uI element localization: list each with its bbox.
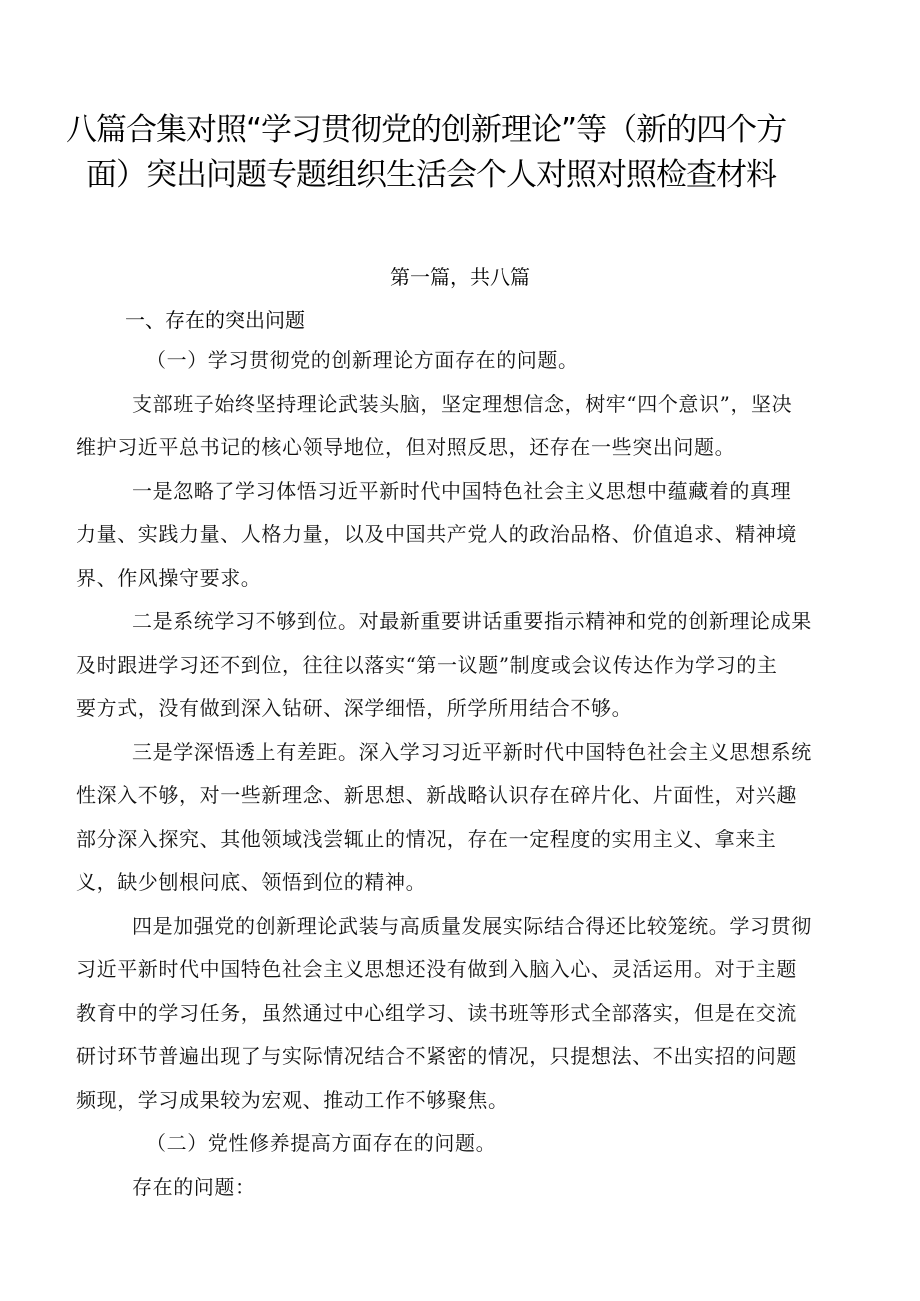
paragraph-4-line: 性深入不够，对一些新理念、新思想、新战略认识存在碎片化、片面性，对兴趣 — [76, 783, 797, 807]
paragraph-3-line: 要方式，没有做到深入钻研、深学细悟，所学所用结合不够。 — [76, 696, 633, 720]
paragraph-3-line: 及时跟进学习还不到位，往往以落实“第一议题”制度或会议传达作为学习的主 — [76, 652, 778, 677]
paragraph-5-line: 四是加强党的创新理论武装与高质量发展实际结合得还比较笼统。学习贯彻 — [132, 913, 812, 938]
paragraph-5-line: 频现，学习成果较为宏观、推动工作不够聚焦。 — [76, 1087, 509, 1112]
document-title — [66, 108, 866, 198]
paragraph-1-line: 维护习近平总书记的核心领导地位，但对照反思，还存在一些突出问题。 — [76, 435, 736, 459]
subheading-2: （二）党性修养提高方面存在的问题。 — [146, 1131, 497, 1155]
document-body — [76, 339, 851, 1209]
closing-line: 存在的问题： — [132, 1174, 256, 1199]
paragraph-2-line: 一是忽略了学习体悟习近平新时代中国特色社会主义思想中蕴藏着的真理 — [132, 478, 792, 503]
subheading-1: （一）学习贯彻党的创新理论方面存在的问题。 — [146, 348, 579, 372]
paragraph-1-line: 支部班子始终坚持理论武装头脑，坚定理想信念，树牢“四个意识”，坚决 — [132, 391, 793, 416]
paragraph-5-line: 研讨环节普遍出现了与实际情况结合不紧密的情况，只提想法、不出实招的问题 — [76, 1044, 797, 1068]
paragraph-2-line: 力量、实践力量、人格力量，以及中国共产党人的政治品格、价值追求、精神境 — [76, 522, 797, 546]
title-line-1: 八篇合集对照“学习贯彻党的创新理论”等（新的四个方 — [66, 112, 787, 148]
title-line-2: 面）突出问题专题组织生活会个人对照对照检查材料 — [86, 157, 776, 193]
section-heading: 一、存在的突出问题 — [125, 308, 305, 332]
paragraph-4-line: 部分深入探究、其他领域浅尝辄止的情况，存在一定程度的实用主义、拿来主 — [76, 826, 777, 851]
paragraph-5-line: 习近平新时代中国特色社会主义思想还没有做到入脑入心、灵活运用。对于主题 — [76, 957, 797, 981]
paragraph-3-line: 二是系统学习不够到位。对最新重要讲话重要指示精神和党的创新理论成果 — [132, 609, 812, 633]
paragraph-2-line: 界、作风操守要求。 — [76, 565, 262, 590]
part-heading: 第一篇，共八篇 — [390, 265, 530, 289]
paragraph-4-line: 义，缺少刨根问底、领悟到位的精神。 — [76, 870, 427, 894]
paragraph-4-line: 三是学深悟透上有差距。深入学习习近平新时代中国特色社会主义思想系统 — [132, 739, 812, 764]
paragraph-5-line: 教育中的学习任务，虽然通过中心组学习、读书班等形式全部落实，但是在交流 — [76, 1000, 797, 1025]
